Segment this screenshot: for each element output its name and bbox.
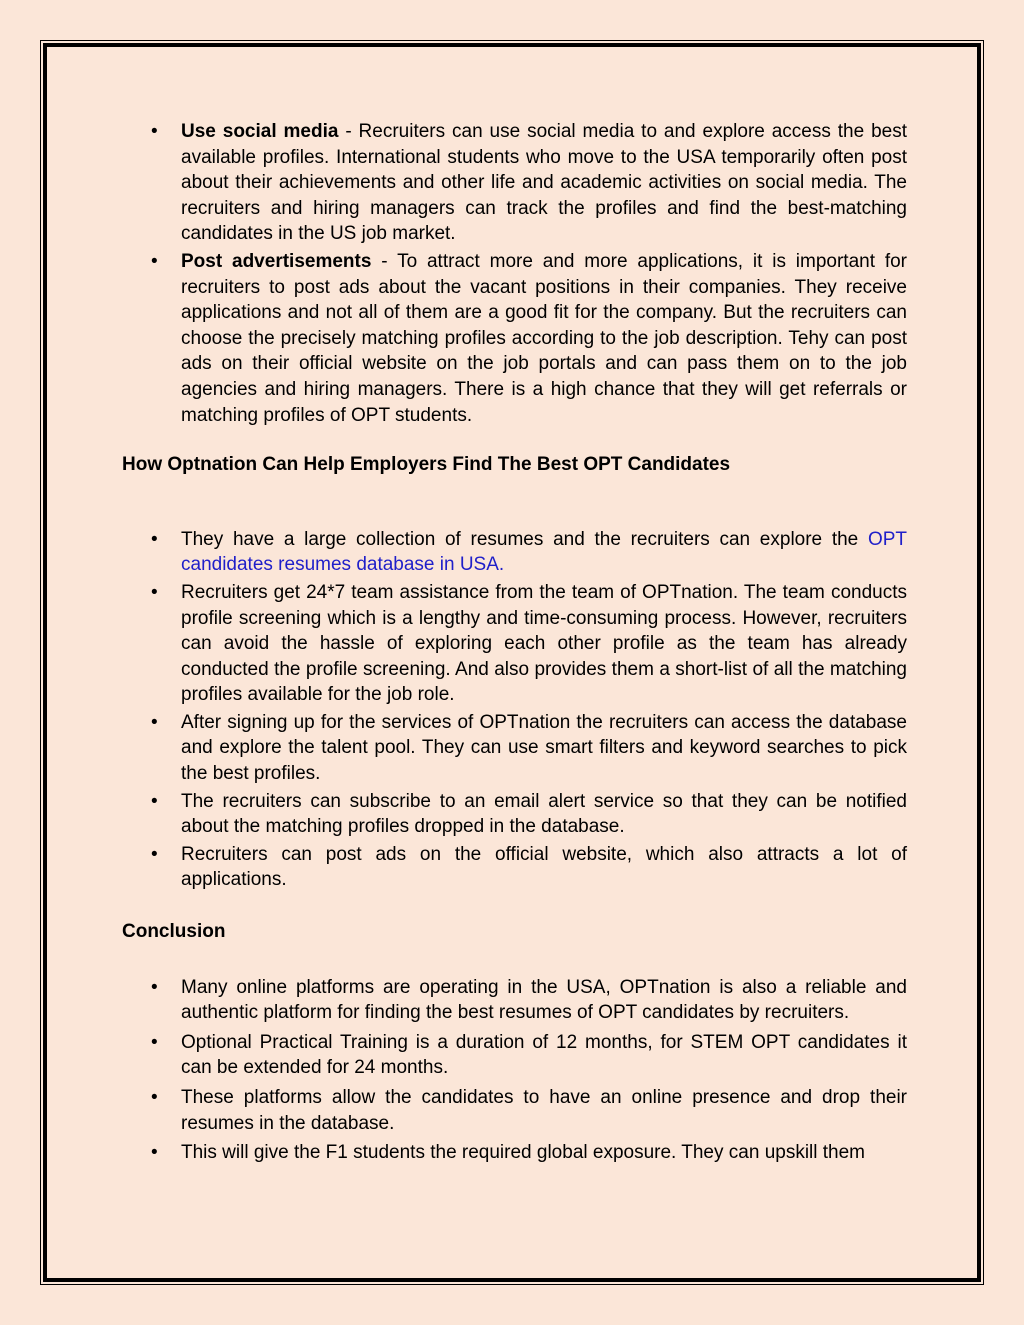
list-item: [122, 1030, 907, 1081]
document-body: [122, 119, 907, 1170]
item-label: Use social media: [181, 121, 339, 142]
item-text: Optional Practical Training is a duration of 12 months, for STEM OPT candidates it can be extended for 24 months.: [181, 1031, 907, 1079]
item-text: These platforms allow the candidates to have an online presence and drop their resumes in the database.: [181, 1087, 907, 1134]
optnation-benefits-list: [122, 527, 907, 893]
list-item: [122, 842, 907, 893]
item-text: This will give the F1 students the required global exposure. They can upskill them: [181, 1142, 866, 1164]
social-media-tips-list: [122, 119, 907, 428]
list-item: [122, 527, 907, 578]
list-item: [122, 580, 907, 708]
item-text: They have a large collection of resumes and the recruiters can explore the: [181, 528, 868, 550]
bullet-icon: •: [151, 121, 158, 142]
item-text: Recruiters can post ads on the official website, which also attracts a lot of applications.: [181, 843, 907, 891]
list-item: [122, 1085, 907, 1136]
list-item: [122, 119, 907, 247]
bullet-icon: •: [151, 976, 158, 998]
bullet-icon: •: [151, 528, 158, 550]
item-text: Recruiters get 24*7 team assistance from the team of OPTnation. The team conducts profile screening which is a lengthy and time-consuming process. However, recruiters can avoid the hassle of exploring each other profile as the team has already conducted the profile screening. And also provides them a short-list of all the matching profiles available for the job role.: [181, 581, 907, 706]
list-item: [122, 789, 907, 840]
item-label: Post advertisements: [181, 250, 372, 272]
list-item: [122, 1140, 907, 1166]
item-text: - To attract more and more applications, it is important for recruiters to post ads about the vacant positions in their companies. They receive applications and not all of them are a good fit for the company. But the recruiters can choose the precisely matching profiles according to the job description. Tehy can post ads on their official website on the job portals and can pass them on to the job agencies and hiring managers. There is a high chance that they will get referrals or matching profiles of OPT students.: [181, 250, 907, 426]
bullet-icon: •: [151, 843, 158, 865]
resumes-database-link[interactable]: OPT candidates resumes database in USA.: [181, 528, 907, 576]
bullet-icon: •: [151, 1142, 158, 1164]
bullet-icon: •: [151, 1031, 158, 1053]
bullet-icon: •: [151, 790, 158, 812]
bullet-icon: •: [151, 1087, 158, 1108]
item-text: After signing up for the services of OPTnation the recruiters can access the database and explore the talent pool. They can use smart filters and keyword searches to pick the best profiles.: [181, 711, 907, 785]
section-heading-conclusion: Conclusion: [122, 921, 226, 943]
item-text: The recruiters can subscribe to an email alert service so that they can be notified about the matching profiles dropped in the database.: [181, 790, 907, 838]
list-item: [122, 249, 907, 428]
conclusion-list: [122, 975, 907, 1166]
bullet-icon: •: [151, 581, 158, 603]
bullet-icon: •: [151, 250, 158, 272]
bullet-icon: •: [151, 711, 158, 733]
item-text: - Recruiters can use social media to and explore access the best available profiles. International students who move to the USA temporarily often post about their achievements and other life and academic activities on social media. The recruiters and hiring managers can track the profiles and find the best-matching candidates in the US job market.: [181, 121, 907, 245]
list-item: [122, 710, 907, 787]
section-heading-optnation: How Optnation Can Help Employers Find The Best OPT Candidates: [122, 454, 731, 476]
list-item: [122, 975, 907, 1026]
item-text: Many online platforms are operating in the USA, OPTnation is also a reliable and authentic platform for finding the best resumes of OPT candidates by recruiters.: [181, 976, 907, 1024]
